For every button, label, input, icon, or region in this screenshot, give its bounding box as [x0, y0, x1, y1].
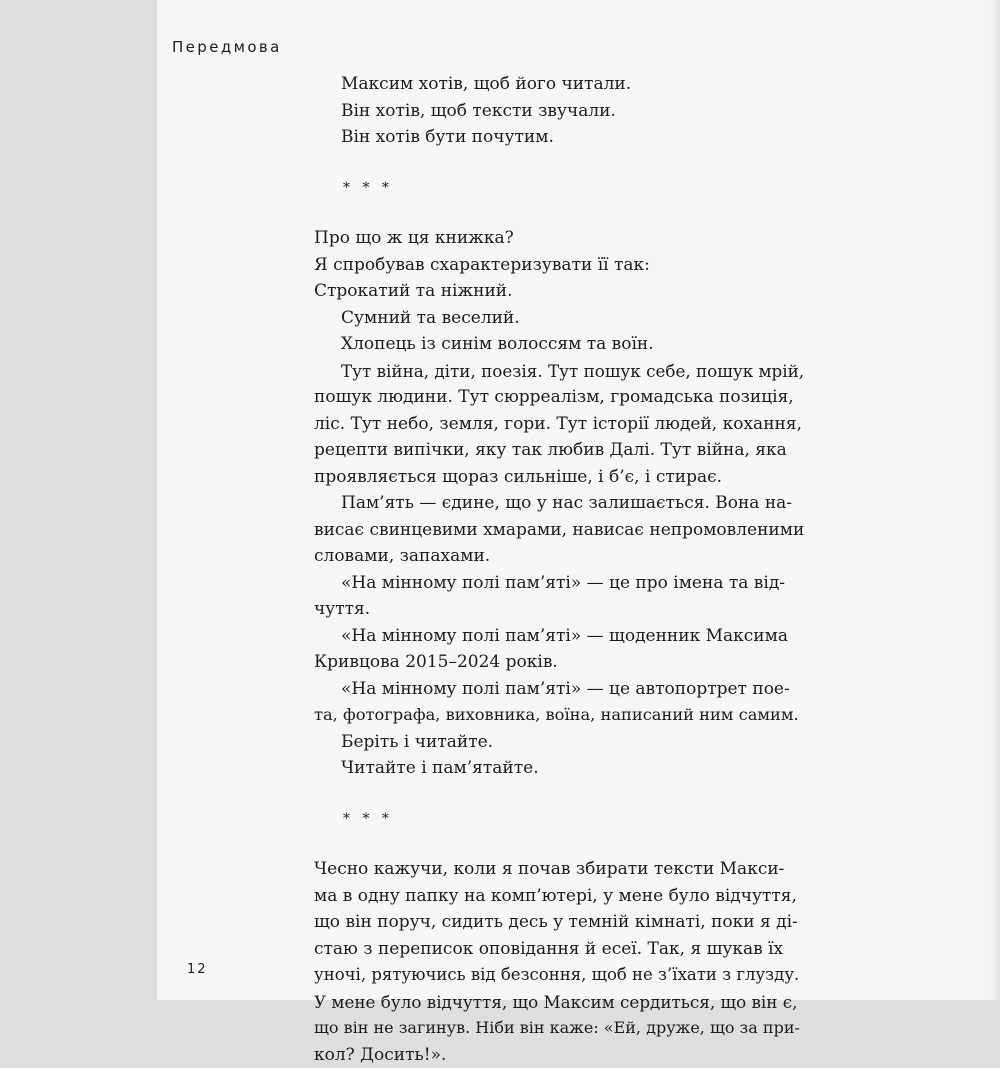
- text-line: Я спробував схарактеризувати її так:: [314, 252, 804, 279]
- page-edge-shadow: [990, 0, 1000, 1000]
- text-line: рецепти випічки, яку так любив Далі. Тут війна, яка: [314, 437, 804, 464]
- text-line: стаю з переписок оповідання й есеї. Так, я шукав їх: [314, 936, 804, 963]
- text-line: «На мінному полі пам’яті» — щоденник Максима: [314, 623, 804, 650]
- section-gap: [314, 782, 804, 806]
- text-line: проявляється щораз сильніше, і б’є, і стирає.: [314, 464, 804, 491]
- section-separator: * * *: [314, 175, 804, 202]
- body-text: [314, 71, 804, 1068]
- text-line: чуття.: [314, 596, 804, 623]
- text-line: кол? Досить!».: [314, 1042, 804, 1068]
- text-line: що він поруч, сидить десь у темній кімнаті, поки я ді-: [314, 909, 804, 936]
- text-line: «На мінному полі пам’яті» — це про імена та від-: [314, 570, 804, 597]
- text-line: У мене було відчуття, що Максим сердиться, що він є,: [314, 989, 804, 1016]
- text-line: Про що ж ця книжка?: [314, 225, 804, 252]
- text-line: Хлопець із синім волоссям та воїн.: [314, 331, 804, 358]
- text-line: висає свинцевими хмарами, нависає непромовленими: [314, 517, 804, 544]
- text-line: Беріть і читайте.: [314, 729, 804, 756]
- text-line: пошук людини. Тут сюрреалізм, громадська позиція,: [314, 384, 804, 411]
- section-gap: [314, 832, 804, 856]
- text-line: що він не загинув. Ніби він каже: «Ей, друже, що за при-: [314, 1015, 804, 1042]
- text-line: Він хотів бути почутим.: [314, 124, 804, 151]
- text-line: та, фотографа, виховника, воїна, написаний ним самим.: [314, 702, 804, 729]
- text-line: Читайте і пам’ятайте.: [314, 755, 804, 782]
- text-line: ліс. Тут небо, земля, гори. Тут історії людей, кохання,: [314, 411, 804, 438]
- running-head: Передмова: [172, 38, 282, 56]
- text-line: Пам’ять — єдине, що у нас залишається. Вона на-: [314, 490, 804, 517]
- page-number: 12: [187, 962, 208, 977]
- text-line: словами, запахами.: [314, 543, 804, 570]
- section-separator: * * *: [314, 806, 804, 833]
- section-gap: [314, 151, 804, 175]
- text-line: Він хотів, щоб тексти звучали.: [314, 98, 804, 125]
- text-line: Максим хотів, щоб його читали.: [314, 71, 804, 98]
- text-line: Кривцова 2015–2024 років.: [314, 649, 804, 676]
- text-line: «На мінному полі пам’яті» — це автопортрет пое-: [314, 676, 804, 703]
- text-line: Сумний та веселий.: [314, 305, 804, 332]
- text-line: Чесно кажучи, коли я почав збирати тексти Макси-: [314, 856, 804, 883]
- text-line: ма в одну папку на комп’ютері, у мене було відчуття,: [314, 883, 804, 910]
- text-line: Строкатий та ніжний.: [314, 278, 804, 305]
- section-gap: [314, 201, 804, 225]
- text-line: уночі, рятуючись від безсоння, щоб не з’їхати з глузду.: [314, 962, 804, 989]
- text-line: Тут війна, діти, поезія. Тут пошук себе, пошук мрій,: [314, 358, 804, 385]
